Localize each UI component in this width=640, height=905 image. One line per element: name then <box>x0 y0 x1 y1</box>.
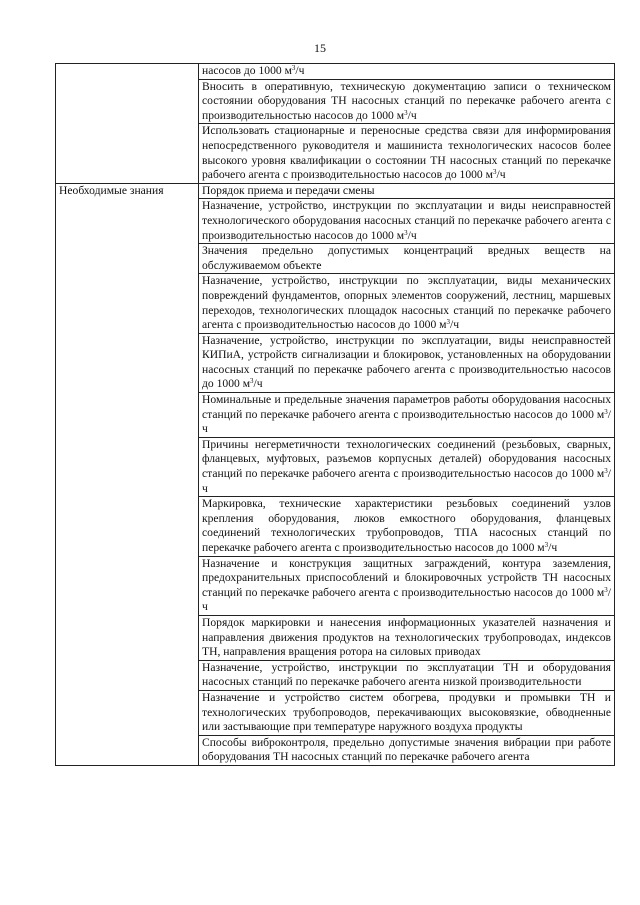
row-label: Необходимые знания <box>56 183 199 765</box>
table-cell: Назначение, устройство, инструкции по эксплуатации и виды неисправностей технологического оборудования насосных станций по перекачке рабочего агента с производительностью насосов до 1000 $м^3/ч$ <box>199 199 615 244</box>
page-number: 15 <box>314 41 326 55</box>
table-cell: Номинальные и предельные значения параметров работы оборудования насосных станций по перекачке рабочего агента с производительностью насосов до 1000 $м^3/ч$ <box>199 393 615 438</box>
table-cell: Назначение и устройство систем обогрева, продувки и промывки ТН и технологических трубопроводов, перекачивающих высоковязкие, обводненные или застывающие при температуре наружного воздуха продукты <box>199 690 615 735</box>
empty-label-cell <box>56 64 199 184</box>
table-cell: насосов до 1000 $м^3/ч$ <box>199 64 615 80</box>
table-cell: Вносить в оперативную, техническую документацию записи о техническом состоянии оборудования ТН насосных станций по перекачке рабочего агента с производительностью насосов до 1000 $м^3/ч$ <box>199 79 615 124</box>
table-cell: Причины негерметичности технологических соединений (резьбовых, сварных, фланцевых, муфтовых, разъемов корпусных деталей) оборудования насосных станций по перекачке рабочего агента с производительностью насосов до 1000 $м^3/ч$ <box>199 437 615 496</box>
table-row <box>56 183 615 199</box>
table-cell: Назначение, устройство, инструкции по эксплуатации, виды неисправностей КИПиА, устройств сигнализации и блокировок, установленных на оборудовании насосных станций по перекачке рабочего агента с производительностью насосов до 1000 $м^3/ч$ <box>199 333 615 392</box>
table-cell: Назначение, устройство, инструкции по эксплуатации, виды механических повреждений фундаментов, опорных элементов сооружений, лестниц, маршевых переходов, технологических площадок насосных станций по перекачке рабочего агента с производительностью насосов до 1000 $м^3/ч$ <box>199 274 615 333</box>
table-row <box>56 64 615 80</box>
table-cell: Порядок приема и передачи смены <box>199 183 615 199</box>
table-cell: Назначение, устройство, инструкции по эксплуатации ТН и оборудования насосных станций по перекачке рабочего агента низкой производительности <box>199 660 615 690</box>
table-cell: Способы виброконтроля, предельно допустимые значения вибрации при работе оборудования ТН насосных станций по перекачке рабочего агента <box>199 735 615 765</box>
table-cell: Использовать стационарные и переносные средства связи для информирования непосредственного руководителя и машиниста технологических насосов более высокого уровня квалификации о состоянии ТН насосных станций по перекачке рабочего агента с производительностью насосов до 1000 $м^3/ч$ <box>199 124 615 183</box>
table-cell: Порядок маркировки и нанесения информационных указателей назначения и направления движения продуктов на технологических трубопроводах, индексов ТН, направления вращения ротора на силовых приводах <box>199 615 615 660</box>
table-cell: Назначение и конструкция защитных заграждений, контура заземления, предохранительных приспособлений и блокировочных устройств ТН насосных станций по перекачке рабочего агента с производительностью насосов до 1000 $м^3/ч$ <box>199 556 615 615</box>
requirements-table <box>55 63 615 766</box>
table-cell: Значения предельно допустимых концентраций вредных веществ на обслуживаемом объекте <box>199 244 615 274</box>
table-cell: Маркировка, технические характеристики резьбовых соединений узлов крепления оборудования, люков емкостного оборудования, фланцевых соединений технологических трубопроводов, ТПА насосных станций по перекачке рабочего агента с производительностью насосов до 1000 $м^3/ч$ <box>199 497 615 556</box>
